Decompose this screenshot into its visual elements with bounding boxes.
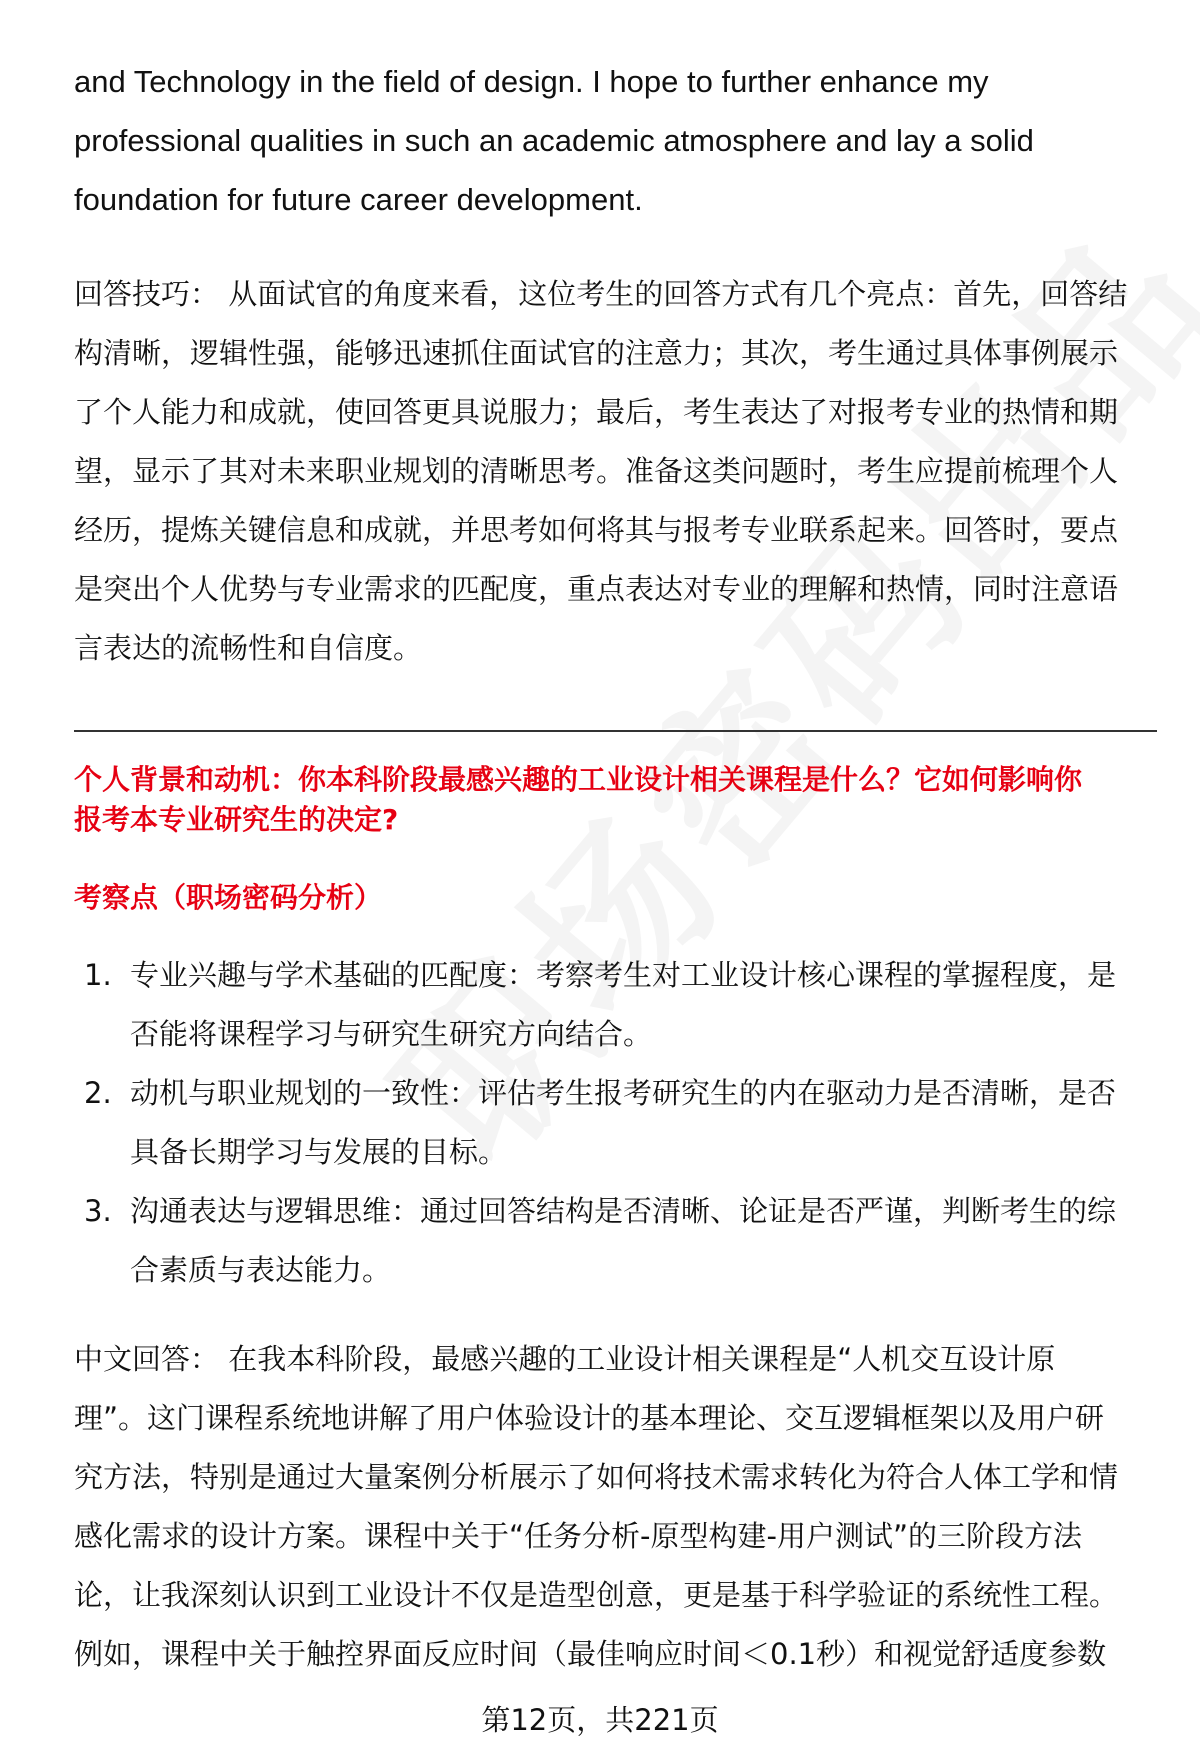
- list-item-line: 合素质与表达能力。: [130, 1253, 392, 1287]
- answer-line: 例如，课程中关于触控界面反应时间（最佳响应时间＜0.1秒）和视觉舒适度参数: [74, 1637, 1107, 1671]
- answer-line: 理”。这门课程系统地讲解了用户体验设计的基本理论、交互逻辑框架以及用户研: [74, 1401, 1105, 1435]
- intro-line: foundation for future career development.: [74, 182, 643, 217]
- question-line: 个人背景和动机：你本科阶段最感兴趣的工业设计相关课程是什么？它如何影响你: [74, 763, 1083, 796]
- list-item-number: 1.: [84, 958, 112, 992]
- section-divider: [74, 730, 1157, 732]
- question-line: 报考本专业研究生的决定?: [74, 803, 399, 836]
- analysis-list: [74, 946, 1159, 1300]
- list-item-line: 专业兴趣与学术基础的匹配度：考察考生对工业设计核心课程的掌握程度，是: [130, 958, 1117, 992]
- list-item-line: 动机与职业规划的一致性：评估考生报考研究生的内在驱动力是否清晰，是否: [130, 1076, 1117, 1110]
- intro-line: professional qualities in such an academic atmosphere and lay a solid: [74, 123, 1034, 158]
- tips-line: 是突出个人优势与专业需求的匹配度，重点表达对专业的理解和热情，同时注意语: [74, 572, 1119, 606]
- answer-line: 中文回答： 在我本科阶段，最感兴趣的工业设计相关课程是“人机交互设计原: [74, 1342, 1056, 1376]
- page-body: [74, 52, 1159, 678]
- tips-line: 回答技巧： 从面试官的角度来看，这位考生的回答方式有几个亮点：首先，回答结: [74, 277, 1128, 311]
- answer-line: 感化需求的设计方案。课程中关于“任务分析-原型构建-用户测试”的三阶段方法: [74, 1519, 1082, 1553]
- tips-line: 经历，提炼关键信息和成就，并思考如何将其与报考专业联系起来。回答时，要点: [74, 513, 1119, 547]
- tips-line: 了个人能力和成就，使回答更具说服力；最后，考生表达了对报考专业的热情和期: [74, 395, 1119, 429]
- tips-line: 言表达的流畅性和自信度。: [74, 631, 423, 665]
- intro-english-paragraph: [74, 52, 1159, 229]
- list-item: [74, 1182, 1159, 1300]
- tips-line: 构清晰，逻辑性强，能够迅速抓住面试官的注意力；其次，考生通过具体事例展示: [74, 336, 1119, 370]
- list-item-line: 沟通表达与逻辑思维：通过回答结构是否清晰、论证是否严谨，判断考生的综: [130, 1194, 1117, 1228]
- answer-line: 究方法，特别是通过大量案例分析展示了如何将技术需求转化为符合人体工学和情: [74, 1460, 1119, 1494]
- analysis-heading: 考察点（职场密码分析）: [74, 881, 383, 914]
- list-item-line: 具备长期学习与发展的目标。: [130, 1135, 508, 1169]
- list-item: [74, 1064, 1159, 1182]
- chinese-answer-paragraph: [74, 1330, 1159, 1684]
- intro-line: and Technology in the field of design. I hope to further enhance my: [74, 64, 989, 99]
- question-heading: [74, 760, 1159, 840]
- answer-line: 论，让我深刻认识到工业设计不仅是造型创意，更是基于科学验证的系统性工程。: [74, 1578, 1119, 1612]
- list-item-line: 否能将课程学习与研究生研究方向结合。: [130, 1017, 653, 1051]
- tips-line: 望，显示了其对未来职业规划的清晰思考。准备这类问题时，考生应提前梳理个人: [74, 454, 1119, 488]
- list-item-number: 3.: [84, 1194, 112, 1228]
- list-item-number: 2.: [84, 1076, 112, 1110]
- list-item: [74, 946, 1159, 1064]
- page-number: 第12页，共221页: [481, 1703, 719, 1737]
- answer-tips-paragraph: [74, 265, 1159, 678]
